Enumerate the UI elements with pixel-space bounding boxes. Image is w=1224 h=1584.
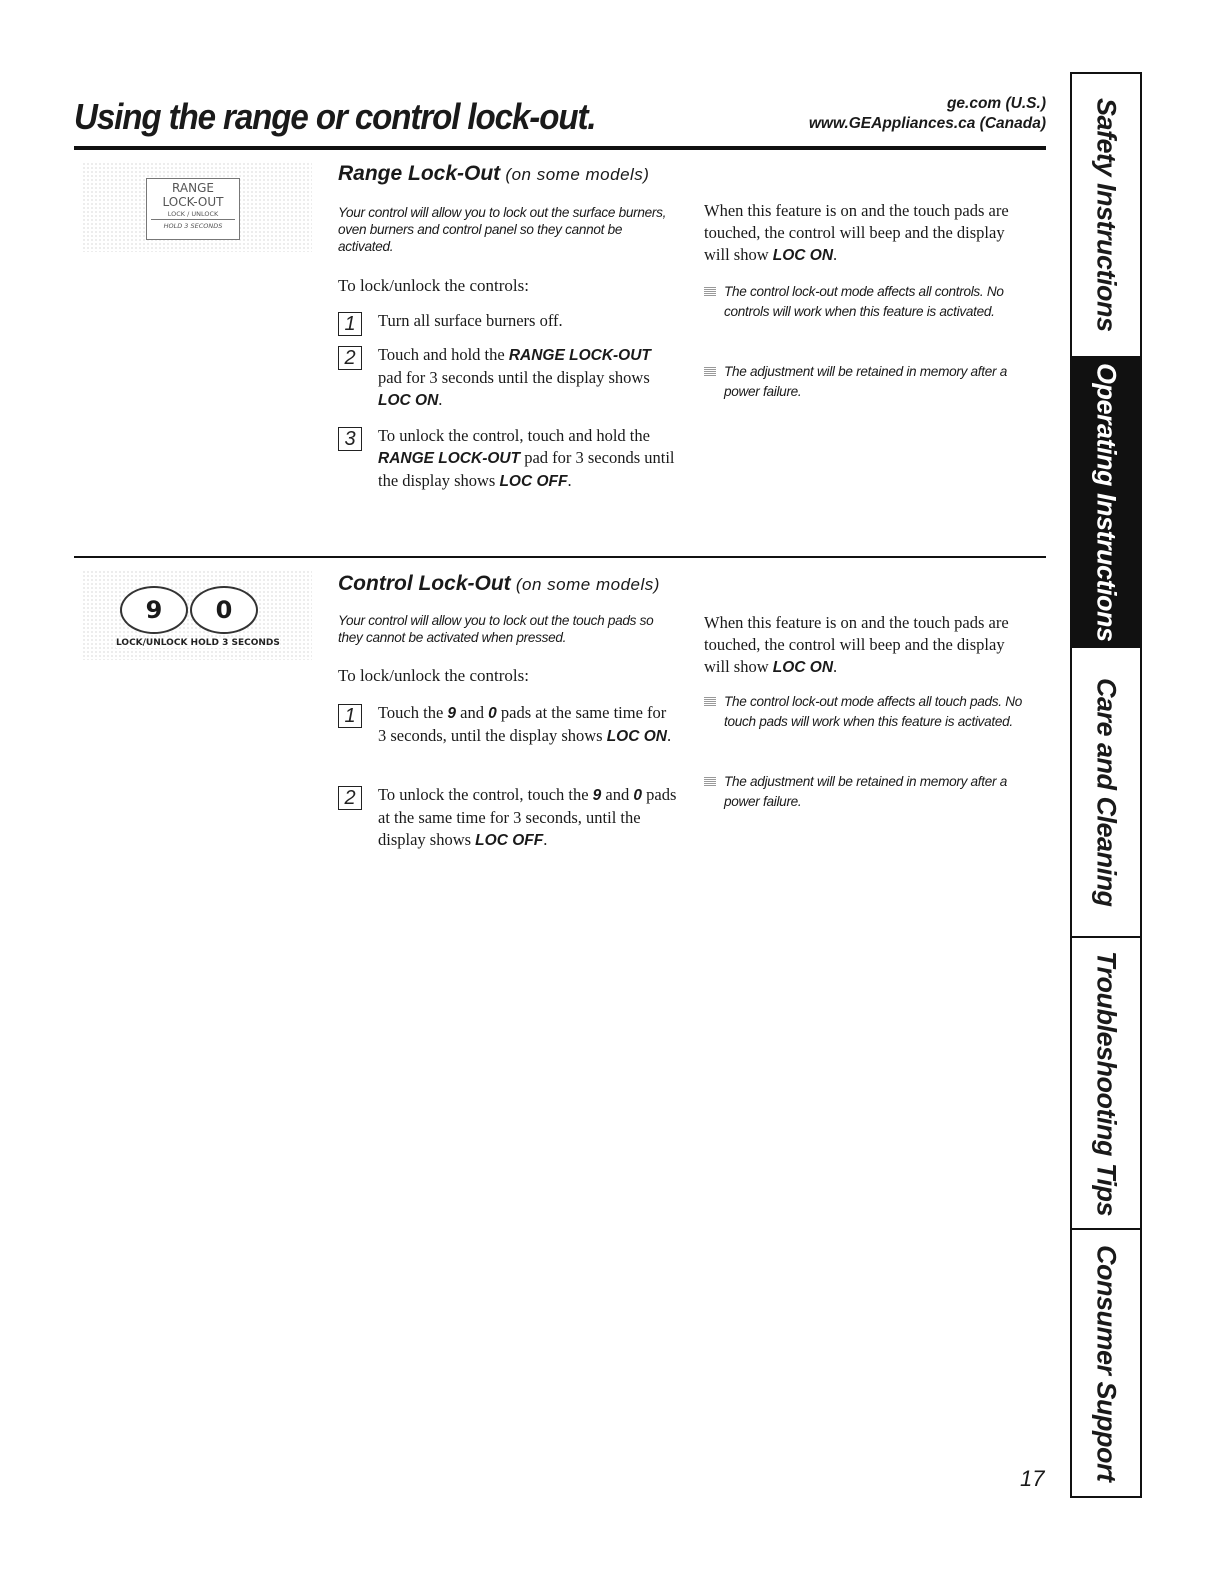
- step-number: 2: [338, 346, 362, 370]
- control-step-2: 2 To unlock the control, touch the 9 and 0 pads at the same time for 3 seconds, until the display shows LOC OFF.: [378, 784, 678, 852]
- step-number: 1: [338, 312, 362, 336]
- key-0-pad: 0: [190, 586, 258, 634]
- bullet-icon: [704, 366, 716, 376]
- control-lockout-subtitle: (on some models): [510, 575, 660, 594]
- bullet-icon: [704, 696, 716, 706]
- range-lockout-title: Range Lock-Out: [338, 162, 501, 185]
- range-step-2: 2 Touch and hold the RANGE LOCK-OUT pad for 3 seconds until the display shows LOC ON.: [378, 344, 678, 412]
- pad-label-hold: HOLD 3 SECONDS: [163, 222, 223, 230]
- control-lockout-title: Control Lock-Out: [338, 572, 511, 595]
- control-lockout-description: When this feature is on and the touch pads are touched, the control will beep and the display will show LOC ON.: [704, 613, 1009, 676]
- header-rule: [74, 146, 1046, 150]
- website-us: ge.com (U.S.): [946, 95, 1046, 112]
- key-caption: LOCK/UNLOCK HOLD 3 SECONDS: [116, 638, 280, 648]
- control-lockout-illustration: [82, 570, 312, 660]
- pad-label-lockout: LOCK-OUT: [162, 195, 224, 209]
- control-lockout-heading: [338, 572, 660, 596]
- website-block: [809, 94, 1046, 134]
- range-lockout-lead: To lock/unlock the controls:: [338, 276, 529, 295]
- pad-label-range: RANGE: [172, 181, 214, 195]
- control-lockout-lead: To lock/unlock the controls:: [338, 666, 529, 685]
- tab-safety-instructions[interactable]: Safety Instructions: [1072, 74, 1140, 358]
- range-lockout-illustration: [82, 162, 312, 252]
- pad-label-lock-unlock: LOCK / UNLOCK: [151, 209, 235, 220]
- section-tabs: [1070, 72, 1142, 1498]
- tab-consumer-support[interactable]: Consumer Support: [1091, 1244, 1122, 1482]
- range-lockout-subtitle: (on some models): [500, 165, 650, 184]
- website-canada: www.GEAppliances.ca (Canada): [808, 115, 1046, 132]
- control-step-1: 1 Touch the 9 and 0 pads at the same time for 3 seconds, until the display shows LOC ON.: [378, 702, 678, 748]
- tab-care-and-cleaning[interactable]: Care and Cleaning: [1072, 648, 1140, 938]
- range-lockout-intro: Your control will allow you to lock out the surface burners, oven burners and control panel so they cannot be activated.: [338, 205, 667, 254]
- control-note-2: The adjustment will be retained in memory after a power failure.: [704, 772, 1044, 812]
- range-step-1: 1 Turn all surface burners off.: [378, 310, 678, 332]
- control-note-1: The control lock-out mode affects all touch pads. No touch pads will work when this feature is activated.: [704, 692, 1044, 732]
- range-lockout-pad: [146, 178, 240, 240]
- range-step-3: 3 To unlock the control, touch and hold the RANGE LOCK-OUT pad for 3 seconds until the display shows LOC OFF.: [378, 425, 678, 493]
- range-lockout-heading: [338, 162, 649, 186]
- range-note-2: The adjustment will be retained in memory after a power failure.: [704, 362, 1044, 402]
- control-lockout-intro: Your control will allow you to lock out the touch pads so they cannot be activated when pressed.: [338, 613, 654, 645]
- page-title: Using the range or control lock-out.: [74, 96, 596, 137]
- bullet-icon: [704, 286, 716, 296]
- tab-operating-instructions[interactable]: Operating Instructions: [1072, 358, 1140, 648]
- step-number: 2: [338, 786, 362, 810]
- step-number: 1: [338, 704, 362, 728]
- key-9-pad: 9: [120, 586, 188, 634]
- range-lockout-description: When this feature is on and the touch pads are touched, the control will beep and the display will show LOC ON.: [704, 201, 1009, 264]
- step-number: 3: [338, 427, 362, 451]
- section-divider: [74, 556, 1046, 558]
- range-note-1: The control lock-out mode affects all controls. No controls will work when this feature is activated.: [704, 282, 1044, 322]
- bullet-icon: [704, 776, 716, 786]
- tab-troubleshooting-tips[interactable]: Troubleshooting Tips: [1072, 938, 1140, 1230]
- page-number: 17: [1020, 1466, 1045, 1491]
